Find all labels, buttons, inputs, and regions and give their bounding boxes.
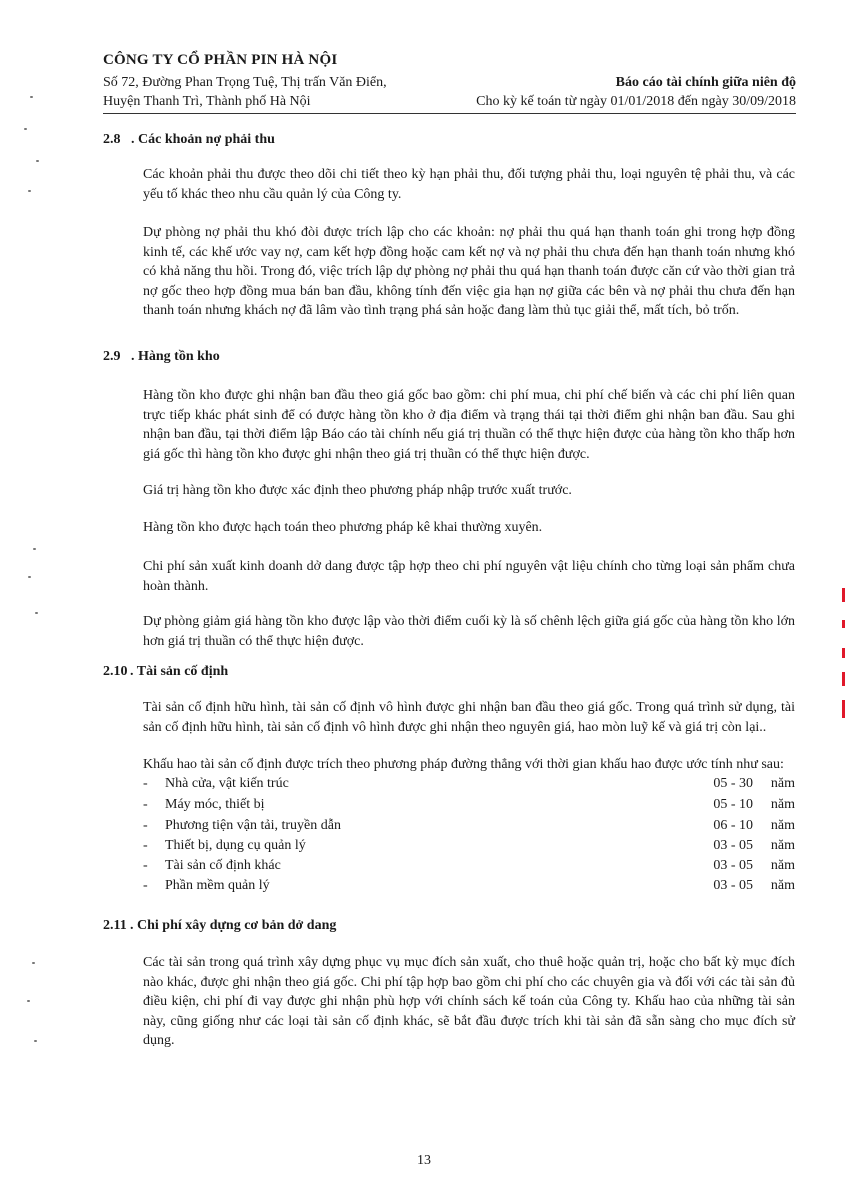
asset-label: Thiết bị, dụng cụ quản lý <box>165 838 306 853</box>
scan-speck <box>28 190 31 192</box>
section-2-11-paragraph-1: Các tài sản trong quá trình xây dựng phục vụ mục đích sản xuất, cho thuê hoặc quản trị, hoặc cho bất kỳ mục đích nào khác, được ghi nhận theo giá gốc. Chi phí tập hợp bao gồm chi phí cho các chuyên gia và đối với các tài sản đủ điều kiện, chi phí đi vay được ghi nhận phù hợp với chính sách kế toán của Công ty. Khấu hao của những tài sản này, cũng giống như các loại tài sản cố định khác, sẽ bắt đầu được trích khi tài sản đã sẵn sàng cho mục đích sử dụng. <box>143 955 795 1048</box>
asset-label: Máy móc, thiết bị <box>165 797 265 812</box>
useful-life-range: 03 - 05 <box>713 838 753 853</box>
depreciation-list-item <box>143 878 795 898</box>
page-number: 13 <box>417 1153 431 1168</box>
report-period: Cho kỳ kế toán từ ngày 01/01/2018 đến ngày 30/09/2018 <box>476 94 796 109</box>
company-name: CÔNG TY CỔ PHẦN PIN HÀ NỘI <box>103 52 338 68</box>
stamp-edge-mark <box>842 672 845 686</box>
depreciation-list-item <box>143 818 795 838</box>
depreciation-list-item <box>143 776 795 796</box>
bullet-dash: - <box>143 838 148 853</box>
useful-life-range: 05 - 10 <box>713 797 753 812</box>
stamp-edge-mark <box>842 700 845 718</box>
section-title: . Chi phí xây dựng cơ bản dở dang <box>130 918 337 933</box>
section-2-8-heading <box>103 132 275 148</box>
scan-speck <box>24 128 27 130</box>
scan-speck <box>33 548 36 550</box>
useful-life-unit: năm <box>770 776 795 791</box>
useful-life-range: 03 - 05 <box>713 858 753 873</box>
header-divider <box>103 113 796 114</box>
section-2-9-heading <box>103 349 220 365</box>
stamp-edge-mark <box>842 620 845 628</box>
section-2-8-paragraph-2: Dự phòng nợ phải thu khó đòi được trích lập cho các khoản: nợ phải thu quá hạn thanh toán ghi trong hợp đồng kinh tế, các khế ước vay nợ, cam kết hợp đồng hoặc cam kết nợ và nợ phải thu chưa đến hạn thanh toán nhưng khó có khả năng thu hồi. Trong đó, việc trích lập dự phòng nợ phải thu quá hạn thanh toán được căn cứ vào thời gian trả nợ gốc theo hợp đồng mua bán ban đầu, không tính đến việc gia hạn nợ giữa các bên và nợ phải thu chưa đến hạn thanh toán nhưng khách nợ đã lâm vào tình trạng phá sản hoặc đang làm thủ tục giải thể, mất tích, bỏ trốn. <box>143 225 795 318</box>
section-2-9-paragraph-2: Giá trị hàng tồn kho được xác định theo phương pháp nhập trước xuất trước. <box>143 483 572 498</box>
useful-life-range: 05 - 30 <box>713 776 753 791</box>
bullet-dash: - <box>143 878 148 893</box>
scan-speck <box>35 612 38 614</box>
report-title: Báo cáo tài chính giữa niên độ <box>615 75 796 90</box>
useful-life-unit: năm <box>770 858 795 873</box>
section-title: . Tài sản cố định <box>130 664 229 679</box>
scan-speck <box>32 962 35 964</box>
useful-life-range: 06 - 10 <box>713 818 753 833</box>
bullet-dash: - <box>143 818 148 833</box>
stamp-edge-mark <box>842 588 845 602</box>
company-address-line1: Số 72, Đường Phan Trọng Tuệ, Thị trấn Văn Điển, <box>103 75 387 90</box>
asset-label: Tài sản cố định khác <box>165 858 281 873</box>
depreciation-list-item <box>143 858 795 878</box>
asset-label: Nhà cửa, vật kiến trúc <box>165 776 289 791</box>
section-number: 2.8 <box>103 132 121 147</box>
section-title: . Hàng tồn kho <box>131 349 220 364</box>
company-address-line2: Huyện Thanh Trì, Thành phố Hà Nội <box>103 94 311 109</box>
asset-label: Phần mềm quản lý <box>165 878 270 893</box>
scan-speck <box>34 1040 37 1042</box>
scan-speck <box>36 160 39 162</box>
useful-life-unit: năm <box>770 818 795 833</box>
bullet-dash: - <box>143 776 148 791</box>
section-title: . Các khoản nợ phải thu <box>131 132 275 147</box>
section-number: 2.10 <box>103 664 128 679</box>
section-number: 2.11 <box>103 918 127 933</box>
section-2-11-heading <box>103 918 336 934</box>
section-2-9-paragraph-3: Hàng tồn kho được hạch toán theo phương pháp kê khai thường xuyên. <box>143 520 543 535</box>
scan-speck <box>30 96 33 98</box>
bullet-dash: - <box>143 858 148 873</box>
stamp-edge-mark <box>842 648 845 658</box>
scan-speck <box>27 1000 30 1002</box>
section-2-10-paragraph-1: Tài sản cố định hữu hình, tài sản cố định vô hình được ghi nhận ban đầu theo giá gốc. Trong quá trình sử dụng, tài sản cố định hữu hình, tài sản cố định vô hình được ghi nhận theo nguyên giá, hao mòn luỹ kế và giá trị còn lại.. <box>143 700 795 735</box>
useful-life-range: 03 - 05 <box>713 878 753 893</box>
section-2-10-heading <box>103 664 228 680</box>
useful-life-unit: năm <box>770 838 795 853</box>
section-2-10-paragraph-2: Khấu hao tài sản cố định được trích theo phương pháp đường thẳng với thời gian khấu hao được ước tính như sau: <box>143 757 784 772</box>
section-number: 2.9 <box>103 349 121 364</box>
depreciation-list-item <box>143 838 795 858</box>
scan-speck <box>28 576 31 578</box>
section-2-8-paragraph-1: Các khoản phải thu được theo dõi chi tiết theo kỳ hạn phải thu, đối tượng phải thu, loại nguyên tệ phải thu, và các yếu tố khác theo nhu cầu quản lý của Công ty. <box>143 167 795 202</box>
section-2-9-paragraph-1: Hàng tồn kho được ghi nhận ban đầu theo giá gốc bao gồm: chi phí mua, chi phí chế biến và các chi phí liên quan trực tiếp khác phát sinh để có được hàng tồn kho ở địa điểm và trạng thái tại thời điểm ghi nhận ban đầu. Sau ghi nhận ban đầu, tại thời điểm lập Báo cáo tài chính nếu giá trị thuần có thể thực hiện được của hàng tồn kho thấp hơn giá gốc thì hàng tồn kho được ghi nhận theo giá trị thuần có thể thực hiện được. <box>143 388 795 462</box>
useful-life-unit: năm <box>770 797 795 812</box>
section-2-9-paragraph-4: Chi phí sản xuất kinh doanh dở dang được tập hợp theo chi phí nguyên vật liệu chính cho từng loại sản phẩm chưa hoàn thành. <box>143 559 795 594</box>
bullet-dash: - <box>143 797 148 812</box>
depreciation-list-item <box>143 797 795 817</box>
asset-label: Phương tiện vận tải, truyền dẫn <box>165 818 341 833</box>
section-2-9-paragraph-5: Dự phòng giảm giá hàng tồn kho được lập vào thời điểm cuối kỳ là số chênh lệch giữa giá gốc của hàng tồn kho lớn hơn giá trị thuần có thể thực hiện được. <box>143 614 795 649</box>
useful-life-unit: năm <box>770 878 795 893</box>
